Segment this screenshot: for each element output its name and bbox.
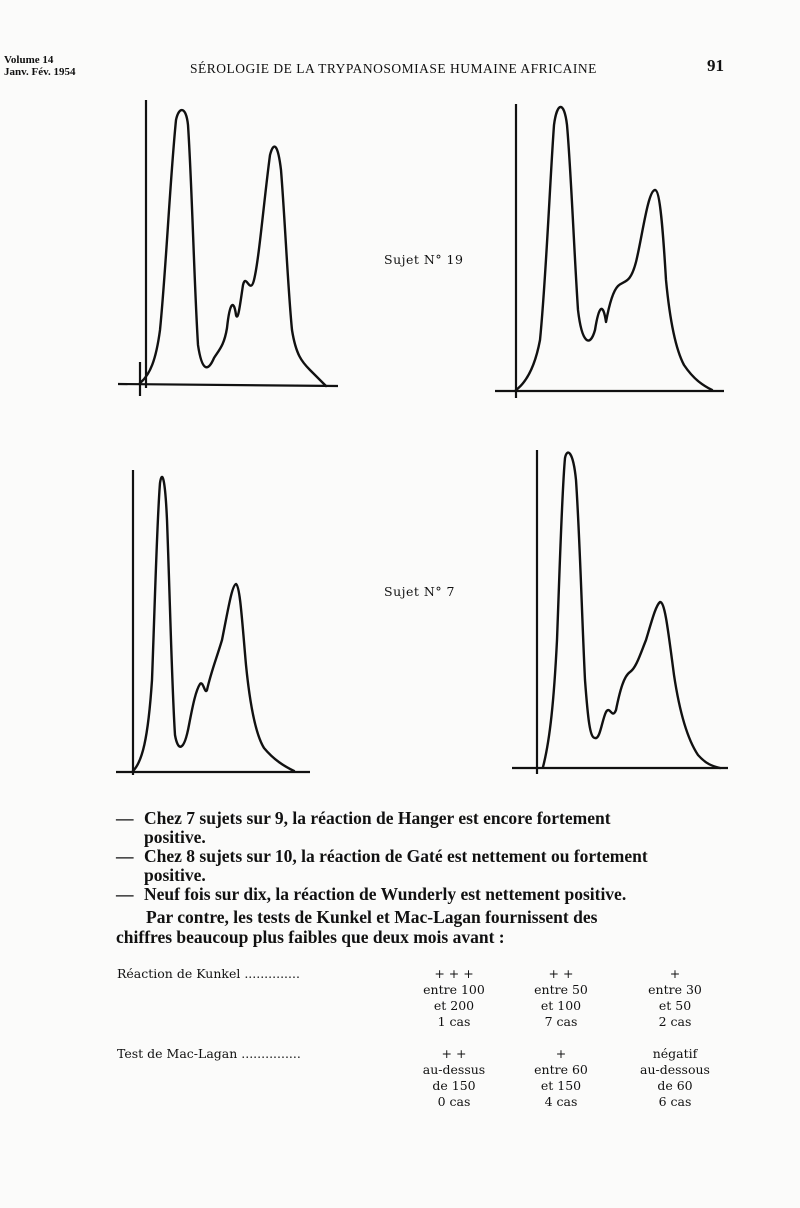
bullet-hanger-line1: Chez 7 sujets sur 9, la réaction de Hanger est encore fortement bbox=[144, 808, 611, 828]
page-number: 91 bbox=[707, 56, 724, 75]
cell: 2 cas bbox=[658, 1014, 692, 1029]
kunkel-col-2 bbox=[501, 966, 621, 1030]
cell: entre 60 bbox=[534, 1062, 588, 1077]
row-label-kunkel: Réaction de Kunkel .............. bbox=[117, 966, 300, 981]
bullet-hanger bbox=[116, 809, 731, 847]
cell: + + bbox=[441, 1046, 467, 1061]
kunkel-col-3 bbox=[615, 966, 735, 1030]
cell: et 150 bbox=[540, 1078, 582, 1093]
cell: 4 cas bbox=[544, 1094, 578, 1109]
row-label-maclagan: Test de Mac-Lagan ............... bbox=[117, 1046, 301, 1061]
running-title: SÉROLOGIE DE LA TRYPANOSOMIASE HUMAINE AFRICAINE bbox=[190, 61, 597, 76]
cell: au-dessus bbox=[422, 1062, 486, 1077]
cell: + bbox=[555, 1046, 567, 1061]
cell: + + + bbox=[434, 966, 474, 981]
paragraph-kunkel-maclagan-line1: Par contre, les tests de Kunkel et Mac-Lagan fournissent des bbox=[146, 907, 598, 927]
cell: 1 cas bbox=[437, 1014, 471, 1029]
figure-label-subject-19: Sujet N° 19 bbox=[384, 252, 464, 267]
cell: 6 cas bbox=[658, 1094, 692, 1109]
cell: de 150 bbox=[432, 1078, 476, 1093]
bullet-hanger-line2: positive. bbox=[144, 827, 206, 847]
bullet-dash: — bbox=[116, 808, 134, 828]
cell: + bbox=[669, 966, 681, 981]
maclagan-col-1 bbox=[394, 1046, 514, 1110]
cell: et 200 bbox=[433, 998, 475, 1013]
kunkel-col-1 bbox=[394, 966, 514, 1030]
cell: de 60 bbox=[657, 1078, 693, 1093]
bullet-wunderly-line1: Neuf fois sur dix, la réaction de Wunderly est nettement positive. bbox=[144, 884, 627, 904]
cell: 0 cas bbox=[437, 1094, 471, 1109]
cell: entre 50 bbox=[534, 982, 588, 997]
bullet-gate bbox=[116, 847, 731, 885]
bullet-gate-line2: positive. bbox=[144, 865, 206, 885]
bullet-dash: — bbox=[116, 846, 134, 866]
cell: négatif bbox=[652, 1046, 698, 1061]
cell: + + bbox=[548, 966, 574, 981]
maclagan-col-3 bbox=[615, 1046, 735, 1110]
bullet-gate-line1: Chez 8 sujets sur 10, la réaction de Gaté est nettement ou fortement bbox=[144, 846, 648, 866]
cell: et 50 bbox=[658, 998, 692, 1013]
cell: au-dessous bbox=[640, 1062, 710, 1077]
cell: et 100 bbox=[540, 998, 582, 1013]
volume-label: Volume 14 bbox=[4, 54, 54, 66]
bullet-wunderly bbox=[116, 885, 731, 904]
cell: entre 30 bbox=[648, 982, 702, 997]
cell: entre 100 bbox=[423, 982, 485, 997]
cell: 7 cas bbox=[544, 1014, 578, 1029]
bullet-dash: — bbox=[116, 884, 134, 904]
date-label: Janv. Fév. 1954 bbox=[4, 66, 76, 78]
paragraph-kunkel-maclagan-line2: chiffres beaucoup plus faibles que deux mois avant : bbox=[116, 927, 505, 947]
maclagan-col-2 bbox=[501, 1046, 621, 1110]
figure-label-subject-7: Sujet N° 7 bbox=[384, 584, 455, 599]
